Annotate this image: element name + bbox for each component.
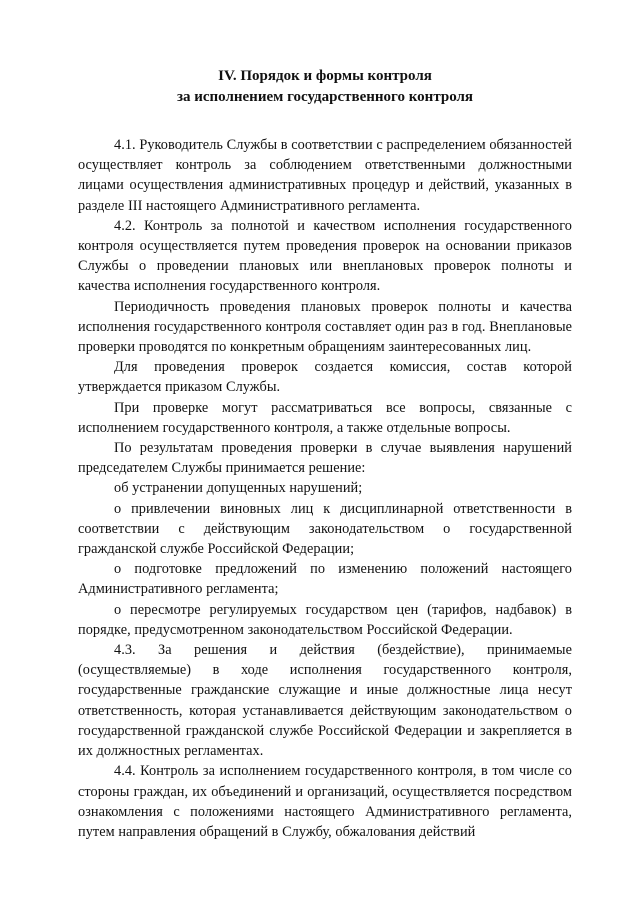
decision-item-elimination: об устранении допущенных нарушений; [114, 480, 363, 497]
paragraph-4-4: 4.4. Контроль за исполнением государственного контроля, в том числе со стороны граждан, их объединений и организаций, осуществляется посредством ознакомления с положениями настоящего Административного регламента, путем направления обращений в Службу, обжалования действий [78, 763, 572, 840]
decision-item-prices: о пересмотре регулируемых государством цен (тарифов, надбавок) в порядке, предусмотренном законодательством Российской Федерации. [78, 601, 572, 638]
paragraph-4-3: 4.3. За решения и действия (бездействие), принимаемые (осуществляемые) в ходе исполнения государственного контроля, государственные гражданские служащие и иные должностные лица несут ответственность, которая устанавливается действующим законодательством о государственной гражданской службе Российской Федерации и закрепляется в их должностных регламентах. [78, 642, 572, 760]
paragraph-4-1: 4.1. Руководитель Службы в соответствии с распределением обязанностей осуществляет контроль за соблюдением ответственными должностными лицами осуществления административных процедур и действий, указанных в разделе III настоящего Административного регламента. [78, 137, 572, 214]
paragraph-4-2: 4.2. Контроль за полнотой и качеством исполнения государственного контроля осуществляется путем проведения проверок на основании приказов Службы о проведении плановых или внеплановых проверок полноты и качества исполнения государственного контроля. [78, 217, 572, 295]
paragraph-periodicity: Периодичность проведения плановых проверок полноты и качества исполнения государственного контроля составляет один раз в год. Внеплановые проверки проводятся по конкретным обращениям заинтересованных лиц. [78, 298, 572, 356]
decision-item-disciplinary: о привлечении виновных лиц к дисциплинарной ответственности в соответствии с действующим законодательством о государственной гражданской службе Российской Федерации; [78, 500, 572, 558]
paragraph-results: По результатам проведения проверки в случае выявления нарушений председателем Службы принимается решение: [78, 440, 572, 477]
paragraph-commission: Для проведения проверок создается комиссия, состав которой утверждается приказом Службы. [78, 359, 572, 396]
section-heading-line-1: IV. Порядок и формы контроля [218, 68, 432, 84]
section-heading [78, 66, 572, 108]
decision-item-proposals: о подготовке предложений по изменению положений настоящего Административного регламента; [78, 561, 572, 598]
section-heading-line-2: за исполнением государственного контроля [176, 89, 474, 105]
paragraph-questions: При проверке могут рассматриваться все вопросы, связанные с исполнением государственного контроля, а также отдельные вопросы. [78, 399, 572, 436]
document-page [78, 66, 572, 842]
